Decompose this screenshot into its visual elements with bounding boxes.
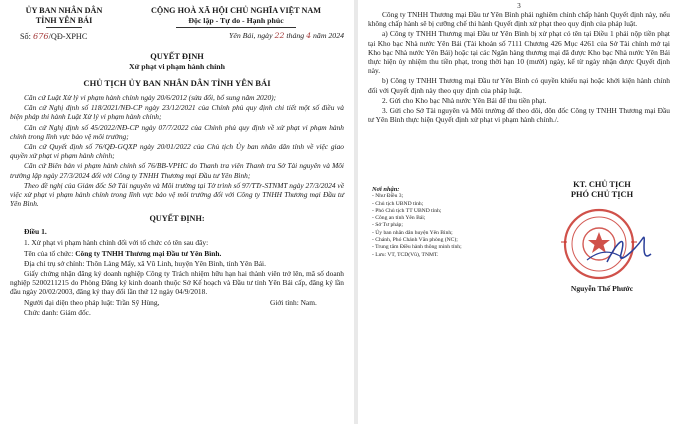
legal-basis: Căn cứ Nghị định số 45/2022/NĐ-CP ngày 07/7/2022 của Chính phủ quy định về xử phạt vi phạm hành chính trong lĩnh vực bảo vệ môi trường; xyxy=(10,122,344,141)
recipients-list xyxy=(372,186,522,259)
position-row xyxy=(10,308,344,318)
recipient-item: - Như Điều 3; xyxy=(372,193,404,200)
signer-title-2: PHÓ CHỦ TỊCH xyxy=(570,190,634,199)
signer-title-1: KT. CHỦ TỊCH xyxy=(573,180,631,189)
national-header xyxy=(118,6,354,41)
document-page-2 xyxy=(358,0,680,424)
number-prefix: Số: xyxy=(20,32,31,41)
national-motto: Độc lập - Tự do - Hạnh phúc xyxy=(188,16,284,25)
position: Chức danh: Giám đốc. xyxy=(24,307,91,317)
recipient-item: - Chủ tịch UBND tỉnh; xyxy=(372,200,424,207)
handwritten-month: 4 xyxy=(306,31,312,40)
country-name: CỘNG HOÀ XÃ HỘI CHỦ NGHĨA VIỆT NAM xyxy=(150,6,322,15)
recipient-item: - Công an tỉnh Yên Bái; xyxy=(372,215,426,222)
divider xyxy=(176,27,296,28)
recipients-label: Nơi nhận: xyxy=(372,186,400,193)
org-line-2: TỈNH YÊN BÁI xyxy=(35,16,93,25)
handwritten-day: 22 xyxy=(274,31,285,40)
document-title: QUYẾT ĐỊNH xyxy=(150,52,204,61)
send-to-department: 3. Gửi cho Sở Tài nguyên và Môi trường để theo dõi, đôn đốc Công ty TNHH Thương mại Đầu tư Yên Bình thực hiện Quyết định xử phạt vi phạm hành chính./. xyxy=(368,106,670,125)
recipient-item: - Ủy ban nhân dân huyện Yên Bình; xyxy=(372,229,453,236)
decision-heading: QUYẾT ĐỊNH: xyxy=(149,214,205,224)
legal-representative-row xyxy=(10,298,344,308)
send-to-treasury: 2. Gửi cho Kho bạc Nhà nước Yên Bái để thu tiền phạt. xyxy=(382,95,547,105)
legal-basis: Căn cứ Luật Xử lý vi phạm hành chính ngày 20/6/2012 (sửa đổi, bổ sung năm 2020); xyxy=(24,93,277,102)
org-name-value: Công ty TNHH Thương mại Đầu tư Yên Bình. xyxy=(75,248,222,258)
org-address: Địa chỉ trụ sở chính: Thôn Làng Mẩy, xã Vũ Linh, huyện Yên Bình, tỉnh Yên Bái. xyxy=(24,258,266,268)
legal-basis: Căn cứ Nghị định số 118/2021/NĐ-CP ngày 23/12/2021 của Chính phủ quy định chi tiết một số điều và biện pháp thi hành Luật Xử lý vi phạm hành chính; xyxy=(10,103,344,122)
gender: Giới tính: Nam. xyxy=(270,297,317,307)
recipient-item: - Phó Chủ tịch TT UBND tỉnh; xyxy=(372,207,442,214)
payment-clause: a) Công ty TNHH Thương mại Đầu tư Yên Bình bị xử phạt có tên tại Điều 1 phải nộp tiền phạt tại Kho bạc Nhà nước Yên Bái (Tài khoản số 7111 Chương 426 Mục 4261 của Sở Tài chính mở tại Kho bạc Nhà nước Yên Bái) hoặc tại các Ngân hàng thương mại đã được Kho bạc Nhà nước Yên Bái thực hiện ủy nhiệm thu tiền phạt, trong thời hạn 10 (mười) ngày, kể từ ngày nhận được Quyết định này. xyxy=(368,29,670,76)
org-line-1: ỦY BAN NHÂN DÂN xyxy=(25,6,103,15)
org-name-label: Tên của tổ chức: xyxy=(24,248,74,258)
issuing-authority xyxy=(16,6,112,42)
date-prefix: Yên Bái, ngày xyxy=(229,31,273,40)
official-seal-icon xyxy=(547,202,657,288)
legal-representative: Người đại diện theo pháp luật: Trần Sỹ Hùng, xyxy=(24,297,160,307)
article-1-heading: Điều 1. xyxy=(24,227,47,237)
clause-1: 1. Xử phạt vi phạm hành chính đối với tổ chức có tên sau đây: xyxy=(24,238,209,248)
signer-name: Nguyễn Thế Phước xyxy=(570,284,634,293)
authority-heading: CHỦ TỊCH ỦY BAN NHÂN DÂN TỈNH YÊN BÁI xyxy=(83,78,271,88)
date-month-label: tháng xyxy=(286,31,305,40)
signature-block xyxy=(534,180,670,293)
legal-basis: Theo đề nghị của Giám đốc Sở Tài nguyên và Môi trường tại Tờ trình số 97/TTr-STNMT ngày 27/3/2024 về việc xử phạt vi phạm hành chính trong lĩnh vực bảo vệ môi trường đối với Công ty TNHH Thương mại Đầu tư Yên Bình. xyxy=(10,180,344,209)
legal-basis: Căn cứ Quyết định số 76/QĐ-GQXP ngày 20/01/2022 của Chủ tịch Ủy ban nhân dân tỉnh về việc giao quyền xử phạt vi phạm hành chính; xyxy=(10,142,344,161)
document-number xyxy=(16,31,112,42)
document-date xyxy=(118,31,354,41)
document-subtitle: Xử phạt vi phạm hành chính xyxy=(129,62,225,71)
date-year: năm 2024 xyxy=(313,31,344,40)
compliance-paragraph: Công ty TNHH Thương mại Đầu tư Yên Bình phải nghiêm chỉnh chấp hành Quyết định này, nếu không chấp hành sẽ bị cưỡng chế thi hành Quyết định xử phạt theo quy định của pháp luật. xyxy=(368,10,670,29)
number-suffix: /QĐ-XPHC xyxy=(48,32,88,41)
recipient-item: - Chánh, Phó Chánh Văn phòng (NC); xyxy=(372,237,458,244)
legal-basis: Căn cứ Biên bản vi phạm hành chính số 76/BB-VPHC do Thanh tra viên Thanh tra Sở Tài nguyên và Môi trường lập ngày 27/3/2024 đối với Công ty TNHH Thương mại Đầu tư Yên Bình; xyxy=(10,161,344,180)
divider xyxy=(46,27,82,28)
complaint-clause: b) Công ty TNHH Thương mại Đầu tư Yên Bình có quyền khiếu nại hoặc khởi kiện hành chính đối với Quyết định này theo quy định của pháp luật. xyxy=(368,76,670,95)
handwritten-number: 676 xyxy=(32,31,49,41)
recipient-item: - Trung tâm Điều hành thông minh tỉnh; xyxy=(372,244,462,251)
organization-name xyxy=(10,249,344,258)
recipient-item: - Sở Tư pháp; xyxy=(372,222,403,229)
page-number: 3 xyxy=(517,2,521,10)
document-header xyxy=(10,6,344,50)
recipient-item: - Lưu: VT, TCD(Vũ), TNMT. xyxy=(372,251,439,258)
business-registration: Giấy chứng nhận đăng ký doanh nghiệp Công ty Trách nhiệm hữu hạn hai thành viên trở lên, mã số doanh nghiệp 5200211215 do Phòng Đăng ký kinh doanh thuộc Sở Kế hoạch và Đầu tư tỉnh Yên Bái cấp, đăng ký lần đầu ngày 20/02/2003, đăng ký thay đổi lần thứ 12 ngày 04/9/2018. xyxy=(10,269,344,297)
